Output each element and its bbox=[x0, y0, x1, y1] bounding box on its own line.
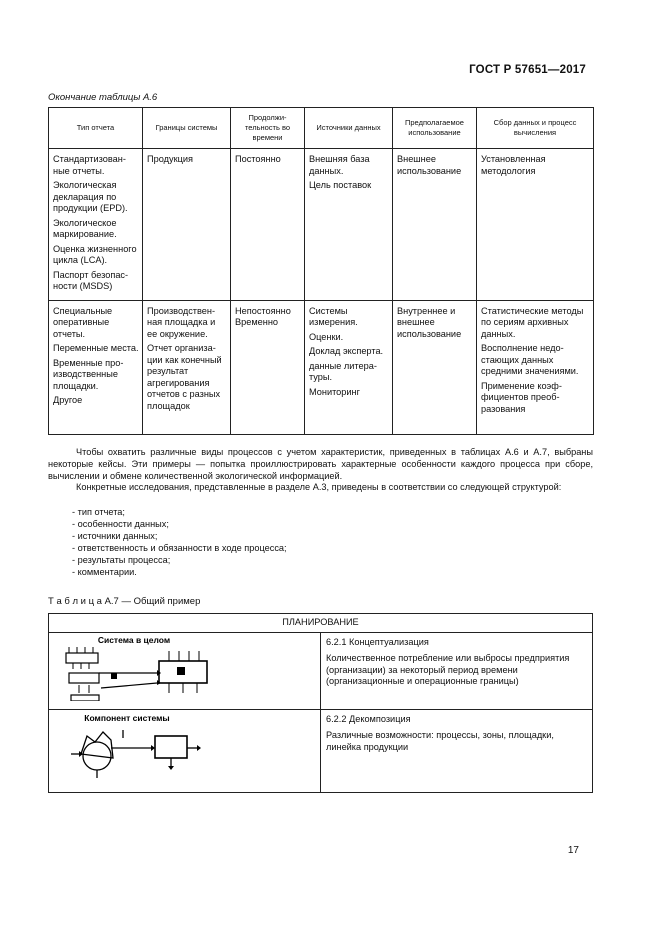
cell-text: данные литературы. bbox=[309, 360, 377, 382]
table-cell bbox=[231, 149, 305, 301]
table-a7 bbox=[48, 613, 593, 793]
table-cell bbox=[143, 149, 231, 301]
system-diagram bbox=[49, 633, 219, 701]
page-number: 17 bbox=[567, 845, 579, 856]
cell-text: Экологическое маркирование. bbox=[53, 217, 117, 239]
list-item: - ответственность и обязанности в ходе процесса; bbox=[72, 542, 287, 554]
section-text: Количественное потребление или выбросы предприятия (организации) за некоторый период времени (организационные и операционные границы) bbox=[326, 652, 570, 687]
cell-text: Экологическая декларация по продукции (EPD). bbox=[53, 180, 128, 213]
cell-text: Восполнение недостающих данных средними значениями. bbox=[481, 343, 579, 376]
cell-text: Установленная методология bbox=[481, 154, 546, 176]
cell-text: Оценки. bbox=[309, 331, 344, 342]
cell-text: Отчет организации как конечный результат агрегирования отчетов с разных площадок bbox=[147, 343, 222, 411]
table-cell bbox=[49, 300, 143, 434]
paragraph: Конкретные исследования, представленные в разделе А.3, приведены в соответствии со следующей структурой: bbox=[76, 482, 562, 493]
figure-cell bbox=[49, 633, 321, 710]
cell-text: Внешнее использование bbox=[397, 154, 462, 176]
standard-number: ГОСТ Р 57651—2017 bbox=[469, 64, 586, 76]
cell-text: Временные производственные площадки. bbox=[53, 357, 124, 391]
table-cell bbox=[143, 300, 231, 434]
cell-text: Доклад эксперта. bbox=[309, 346, 384, 356]
description-cell bbox=[321, 633, 593, 710]
table-cell bbox=[305, 149, 393, 301]
table-caption: Окончание таблицы А.6 bbox=[48, 92, 158, 103]
cell-text: Производственная площадка и ее окружение. bbox=[147, 305, 216, 339]
cell-text: Цель поставок bbox=[309, 180, 372, 190]
table-cell bbox=[49, 149, 143, 301]
table-row bbox=[49, 633, 593, 710]
cell-text: Паспорт безопасности (MSDS) bbox=[53, 269, 129, 291]
column-header: Границы системы bbox=[143, 108, 231, 149]
list-item: - особенности данных; bbox=[72, 518, 287, 530]
cell-text: Постоянно bbox=[235, 154, 281, 164]
cell-text: Стандартизованные отчеты. bbox=[53, 154, 126, 176]
list-item: - результаты процесса; bbox=[72, 554, 287, 566]
cell-text: Внешняя база данных. bbox=[309, 154, 370, 176]
figure-cell bbox=[49, 710, 321, 793]
table-cell bbox=[305, 300, 393, 434]
list-item: - тип отчета; bbox=[72, 506, 287, 518]
cell-text: Применение коэффициентов преобразования bbox=[481, 380, 562, 414]
cell-text: Другое bbox=[53, 395, 83, 405]
cell-text: Системы измерения. bbox=[309, 305, 358, 327]
table-row bbox=[49, 149, 594, 301]
column-header: Источники данных bbox=[305, 108, 393, 149]
body-text bbox=[48, 447, 593, 494]
cell-text: Оценка жизненного цикла (LCA). bbox=[53, 243, 137, 265]
table-cell bbox=[477, 149, 594, 301]
figure-label: Система в целом bbox=[97, 635, 171, 645]
table-cell bbox=[393, 149, 477, 301]
cell-text: Внутреннее и внешнее использование bbox=[397, 305, 462, 339]
table-a6 bbox=[48, 107, 594, 435]
component-diagram bbox=[49, 710, 219, 784]
section-title: 6.2.2 Декомпозиция bbox=[326, 714, 411, 724]
description-cell bbox=[321, 710, 593, 793]
cell-text: Мониторинг bbox=[309, 386, 360, 397]
paragraph: Чтобы охватить различные виды процессов с учетом характеристик, приведенных в таблицах А.6 и А.7, выбраны некоторые кейсы. Эти примеры — попытка проиллюстрировать характерные особенности каждого процесса при сборе, вычислении и обмене количественной экологической информацией. bbox=[48, 447, 593, 481]
column-header: Сбор данных и процесс вычисления bbox=[477, 108, 594, 149]
list-item: - источники данных; bbox=[72, 530, 287, 542]
cell-text: Продукция bbox=[147, 154, 193, 164]
table-header: ПЛАНИРОВАНИЕ bbox=[49, 614, 593, 633]
section-title: 6.2.1 Концептуализация bbox=[326, 637, 429, 647]
table-cell bbox=[231, 300, 305, 434]
structure-list bbox=[72, 506, 287, 578]
column-header: Продолжительность во времени bbox=[231, 108, 305, 149]
column-header: Предполагаемое использование bbox=[393, 108, 477, 149]
list-item: - комментарии. bbox=[72, 566, 287, 578]
cell-text: Переменные места. bbox=[53, 343, 139, 353]
cell-text: Статистические методы по сериям архивных данных. bbox=[481, 305, 584, 339]
cell-text: Специальные оперативные отчеты. bbox=[53, 305, 113, 339]
section-text: Различные возможности: процессы, зоны, площадки, линейка продукции bbox=[326, 729, 554, 752]
column-header: Тип отчета bbox=[49, 108, 143, 149]
cell-text: Непостоянно Временно bbox=[235, 305, 291, 327]
table-cell bbox=[477, 300, 594, 434]
table-row bbox=[49, 710, 593, 793]
table-caption: Т а б л и ц а А.7 — Общий пример bbox=[48, 596, 201, 607]
table-cell bbox=[393, 300, 477, 434]
figure-label: Компонент системы bbox=[84, 713, 170, 723]
table-header-row bbox=[49, 108, 594, 149]
table-row bbox=[49, 300, 594, 434]
